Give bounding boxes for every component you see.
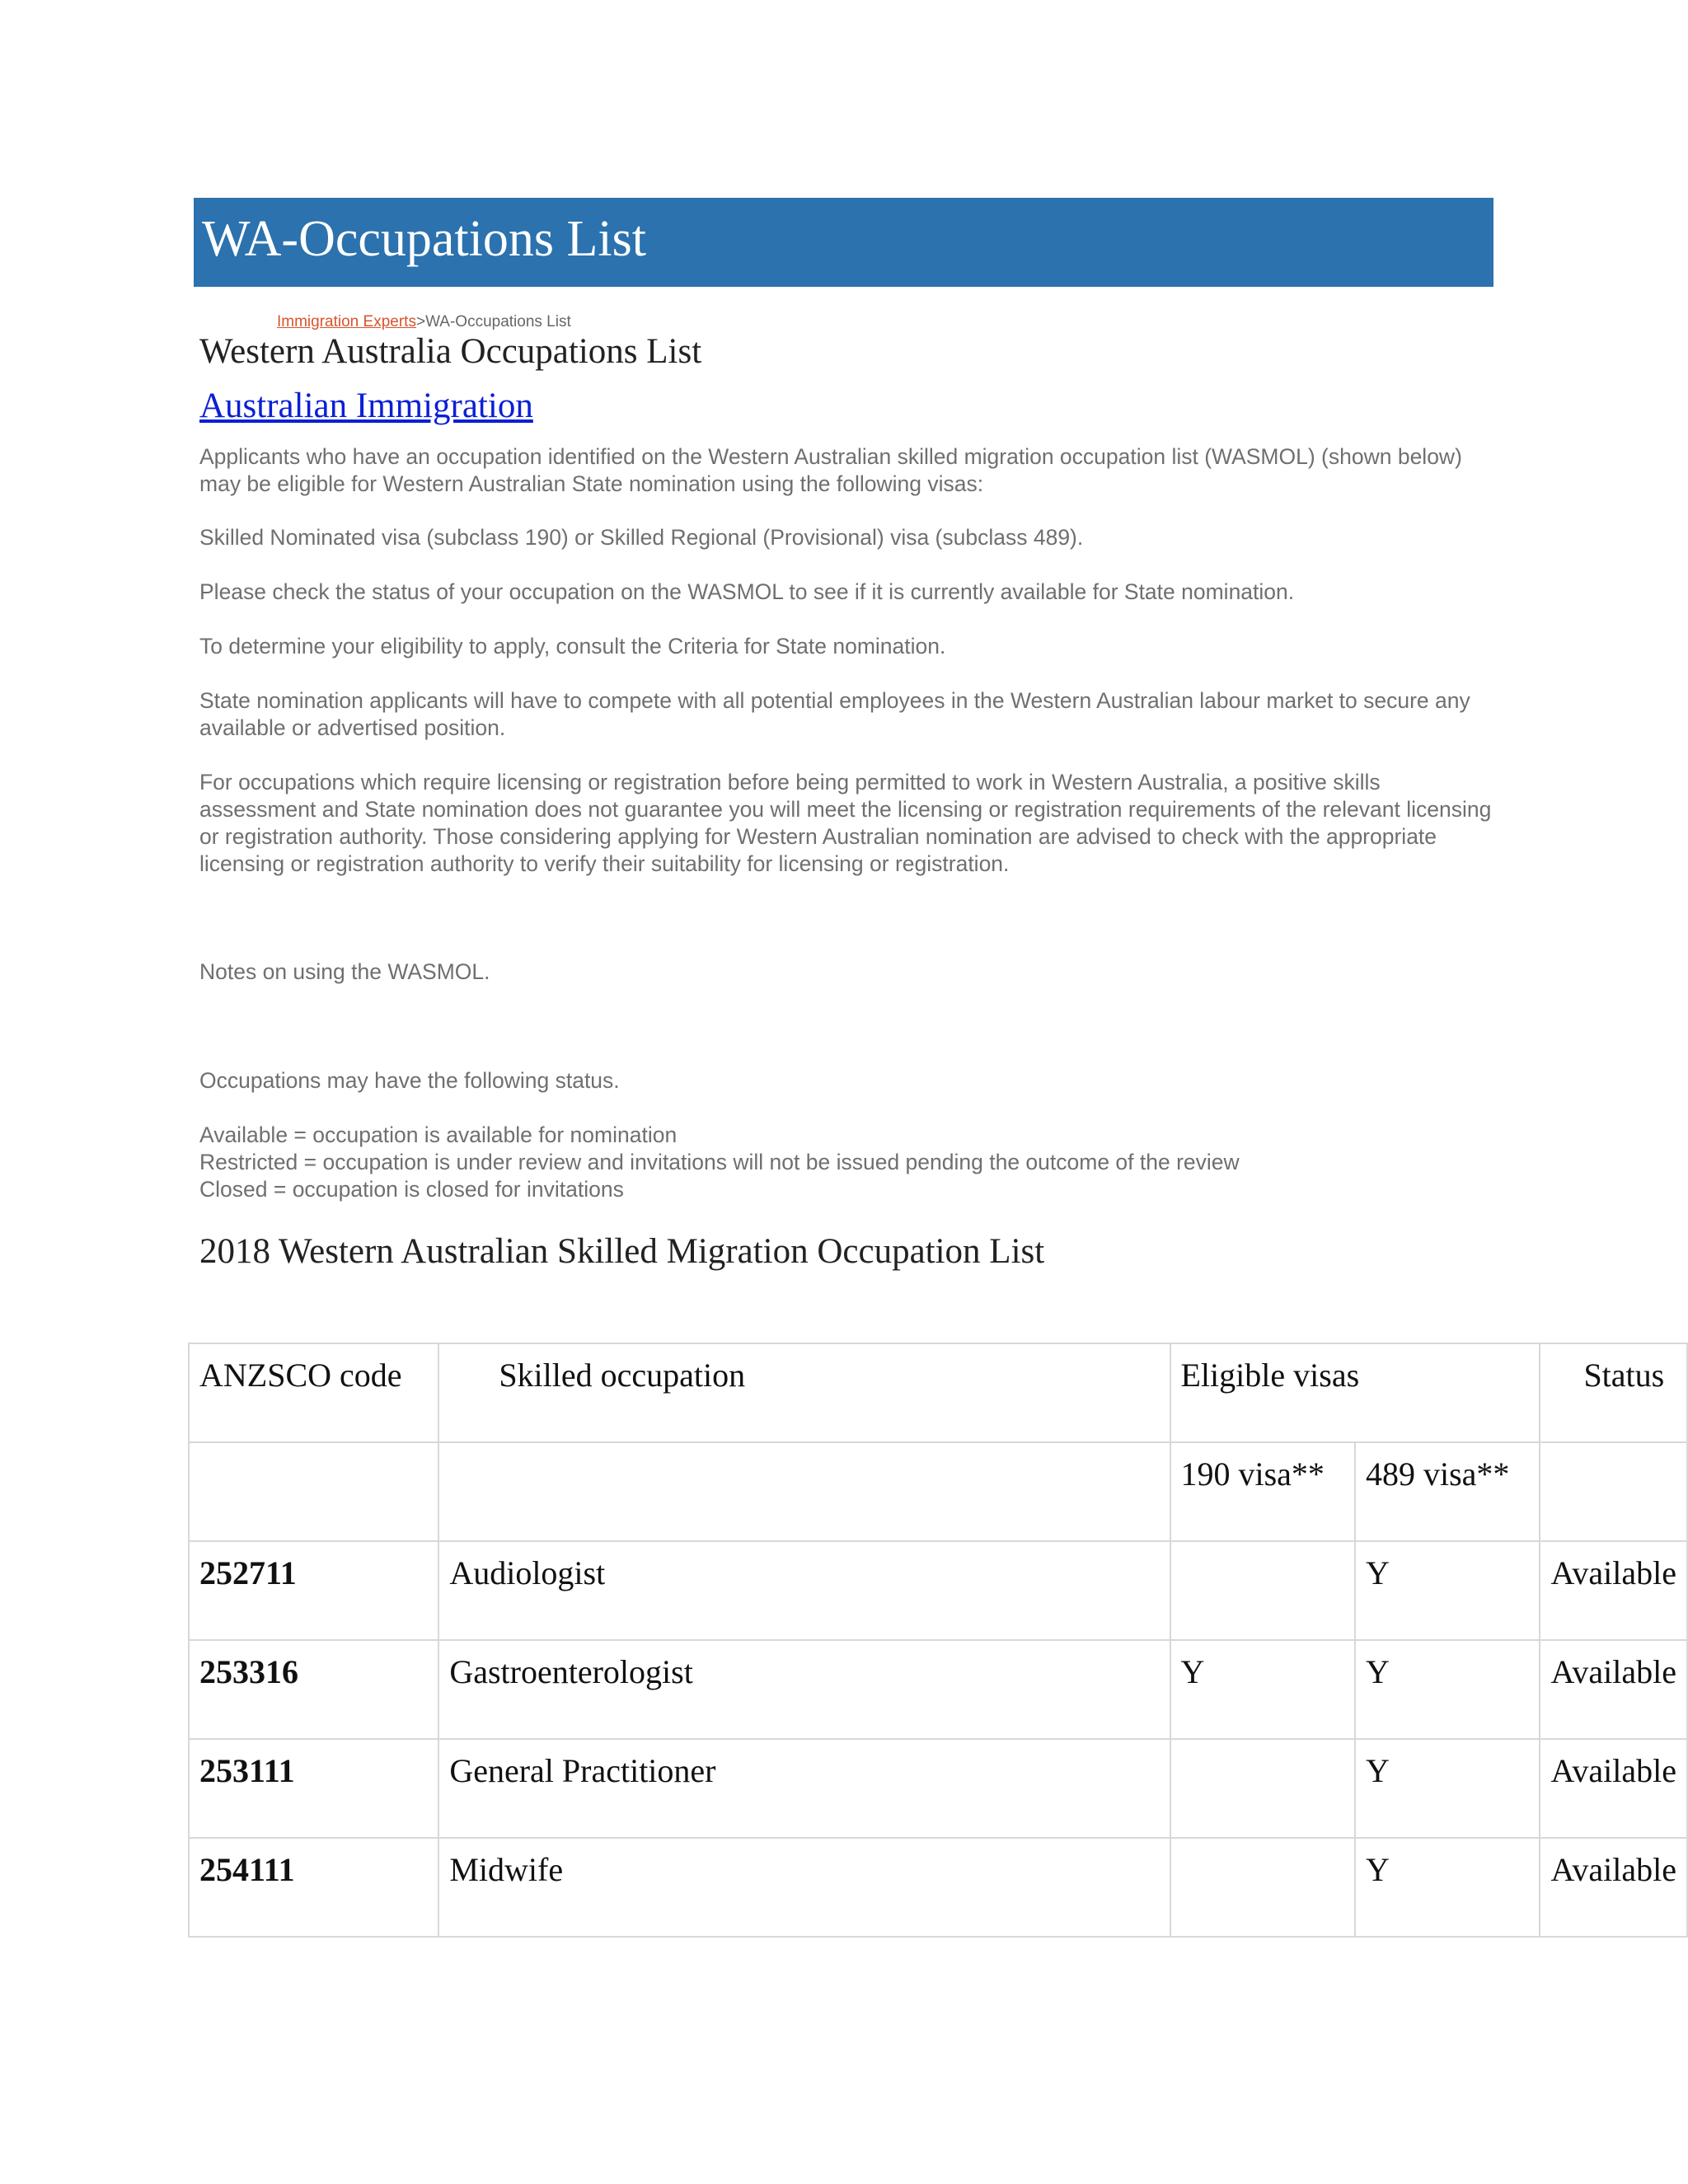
subheader-190-visa: 190 visa** bbox=[1170, 1442, 1355, 1541]
table-row bbox=[189, 1739, 1687, 1838]
row-occupation: Gastroenterologist bbox=[438, 1640, 1170, 1739]
visa-subclass-paragraph: Skilled Nominated visa (subclass 190) or Skilled Regional (Provisional) visa (subclass 489). bbox=[199, 525, 1084, 550]
row-489-visa: Y bbox=[1355, 1838, 1540, 1937]
australian-immigration-link[interactable]: Australian Immigration bbox=[199, 387, 533, 425]
subheader-489-visa: 489 visa** bbox=[1355, 1442, 1540, 1541]
row-anzsco-code: 254111 bbox=[189, 1838, 438, 1937]
row-anzsco-code: 252711 bbox=[189, 1541, 438, 1640]
section-heading: Western Australia Occupations List bbox=[199, 332, 702, 371]
status-definition-closed: Closed = occupation is closed for invitations bbox=[199, 1177, 624, 1202]
subheader-empty-status bbox=[1540, 1442, 1687, 1541]
row-190-visa bbox=[1170, 1541, 1355, 1640]
breadcrumb-link-immigration-experts[interactable]: Immigration Experts bbox=[277, 313, 416, 330]
row-489-visa: Y bbox=[1355, 1739, 1540, 1838]
breadcrumb-separator: > bbox=[415, 313, 426, 330]
occupation-list-title: 2018 Western Australian Skilled Migration Occupation List bbox=[199, 1232, 1045, 1271]
row-status: Available bbox=[1540, 1739, 1687, 1838]
table-header-row bbox=[189, 1343, 1687, 1442]
status-intro-paragraph: Occupations may have the following status. bbox=[199, 1068, 620, 1093]
row-anzsco-code: 253316 bbox=[189, 1640, 438, 1739]
row-190-visa: Y bbox=[1170, 1640, 1355, 1739]
status-definition-restricted: Restricted = occupation is under review and invitations will not be issued pending the outcome of the review bbox=[199, 1150, 1240, 1174]
row-489-visa: Y bbox=[1355, 1541, 1540, 1640]
table-subheader-row bbox=[189, 1442, 1687, 1541]
eligibility-paragraph: To determine your eligibility to apply, consult the Criteria for State nomination. bbox=[199, 634, 946, 658]
header-status: Status bbox=[1540, 1343, 1687, 1442]
page-title: WA-Occupations List bbox=[202, 211, 646, 267]
row-status: Available bbox=[1540, 1541, 1687, 1640]
row-190-visa bbox=[1170, 1838, 1355, 1937]
header-anzsco-code: ANZSCO code bbox=[189, 1343, 438, 1442]
intro-paragraph: Applicants who have an occupation identified on the Western Australian skilled migration occupation list (WASMOL) (shown below) may be eligible for Western Australian State nomination using the following visas: bbox=[199, 444, 1462, 496]
row-occupation: Midwife bbox=[438, 1838, 1170, 1937]
breadcrumb bbox=[277, 313, 571, 331]
breadcrumb-current: WA-Occupations List bbox=[425, 313, 571, 330]
row-anzsco-code: 253111 bbox=[189, 1739, 438, 1838]
row-status: Available bbox=[1540, 1640, 1687, 1739]
title-banner bbox=[194, 198, 1493, 287]
status-definition-available: Available = occupation is available for nomination bbox=[199, 1122, 678, 1147]
subheader-empty-code bbox=[189, 1442, 438, 1541]
notes-paragraph: Notes on using the WASMOL. bbox=[199, 959, 490, 984]
header-skilled-occupation: Skilled occupation bbox=[438, 1343, 1170, 1442]
table-row bbox=[189, 1541, 1687, 1640]
check-status-paragraph: Please check the status of your occupation on the WASMOL to see if it is currently available for State nomination. bbox=[199, 579, 1295, 604]
table-row bbox=[189, 1838, 1687, 1937]
row-occupation: Audiologist bbox=[438, 1541, 1170, 1640]
status-definitions bbox=[199, 1122, 1493, 1203]
header-eligible-visas: Eligible visas bbox=[1170, 1343, 1540, 1442]
table-row bbox=[189, 1640, 1687, 1739]
row-occupation: General Practitioner bbox=[438, 1739, 1170, 1838]
row-190-visa bbox=[1170, 1739, 1355, 1838]
row-489-visa: Y bbox=[1355, 1640, 1540, 1739]
subheader-empty-occupation bbox=[438, 1442, 1170, 1541]
occupation-table bbox=[188, 1343, 1688, 1938]
compete-paragraph: State nomination applicants will have to compete with all potential employees in the Western Australian labour market to secure any available or advertised position. bbox=[199, 688, 1470, 740]
row-status: Available bbox=[1540, 1838, 1687, 1937]
licensing-paragraph: For occupations which require licensing or registration before being permitted to work in Western Australia, a positive skills assessment and State nomination does not guarantee you will meet the licensing or registration requirements of the relevant licensing or registration authority. Those considering applying for Western Australian nomination are advised to check with the appropriate licensing or registration authority to verify their suitability for licensing or registration. bbox=[199, 770, 1492, 876]
